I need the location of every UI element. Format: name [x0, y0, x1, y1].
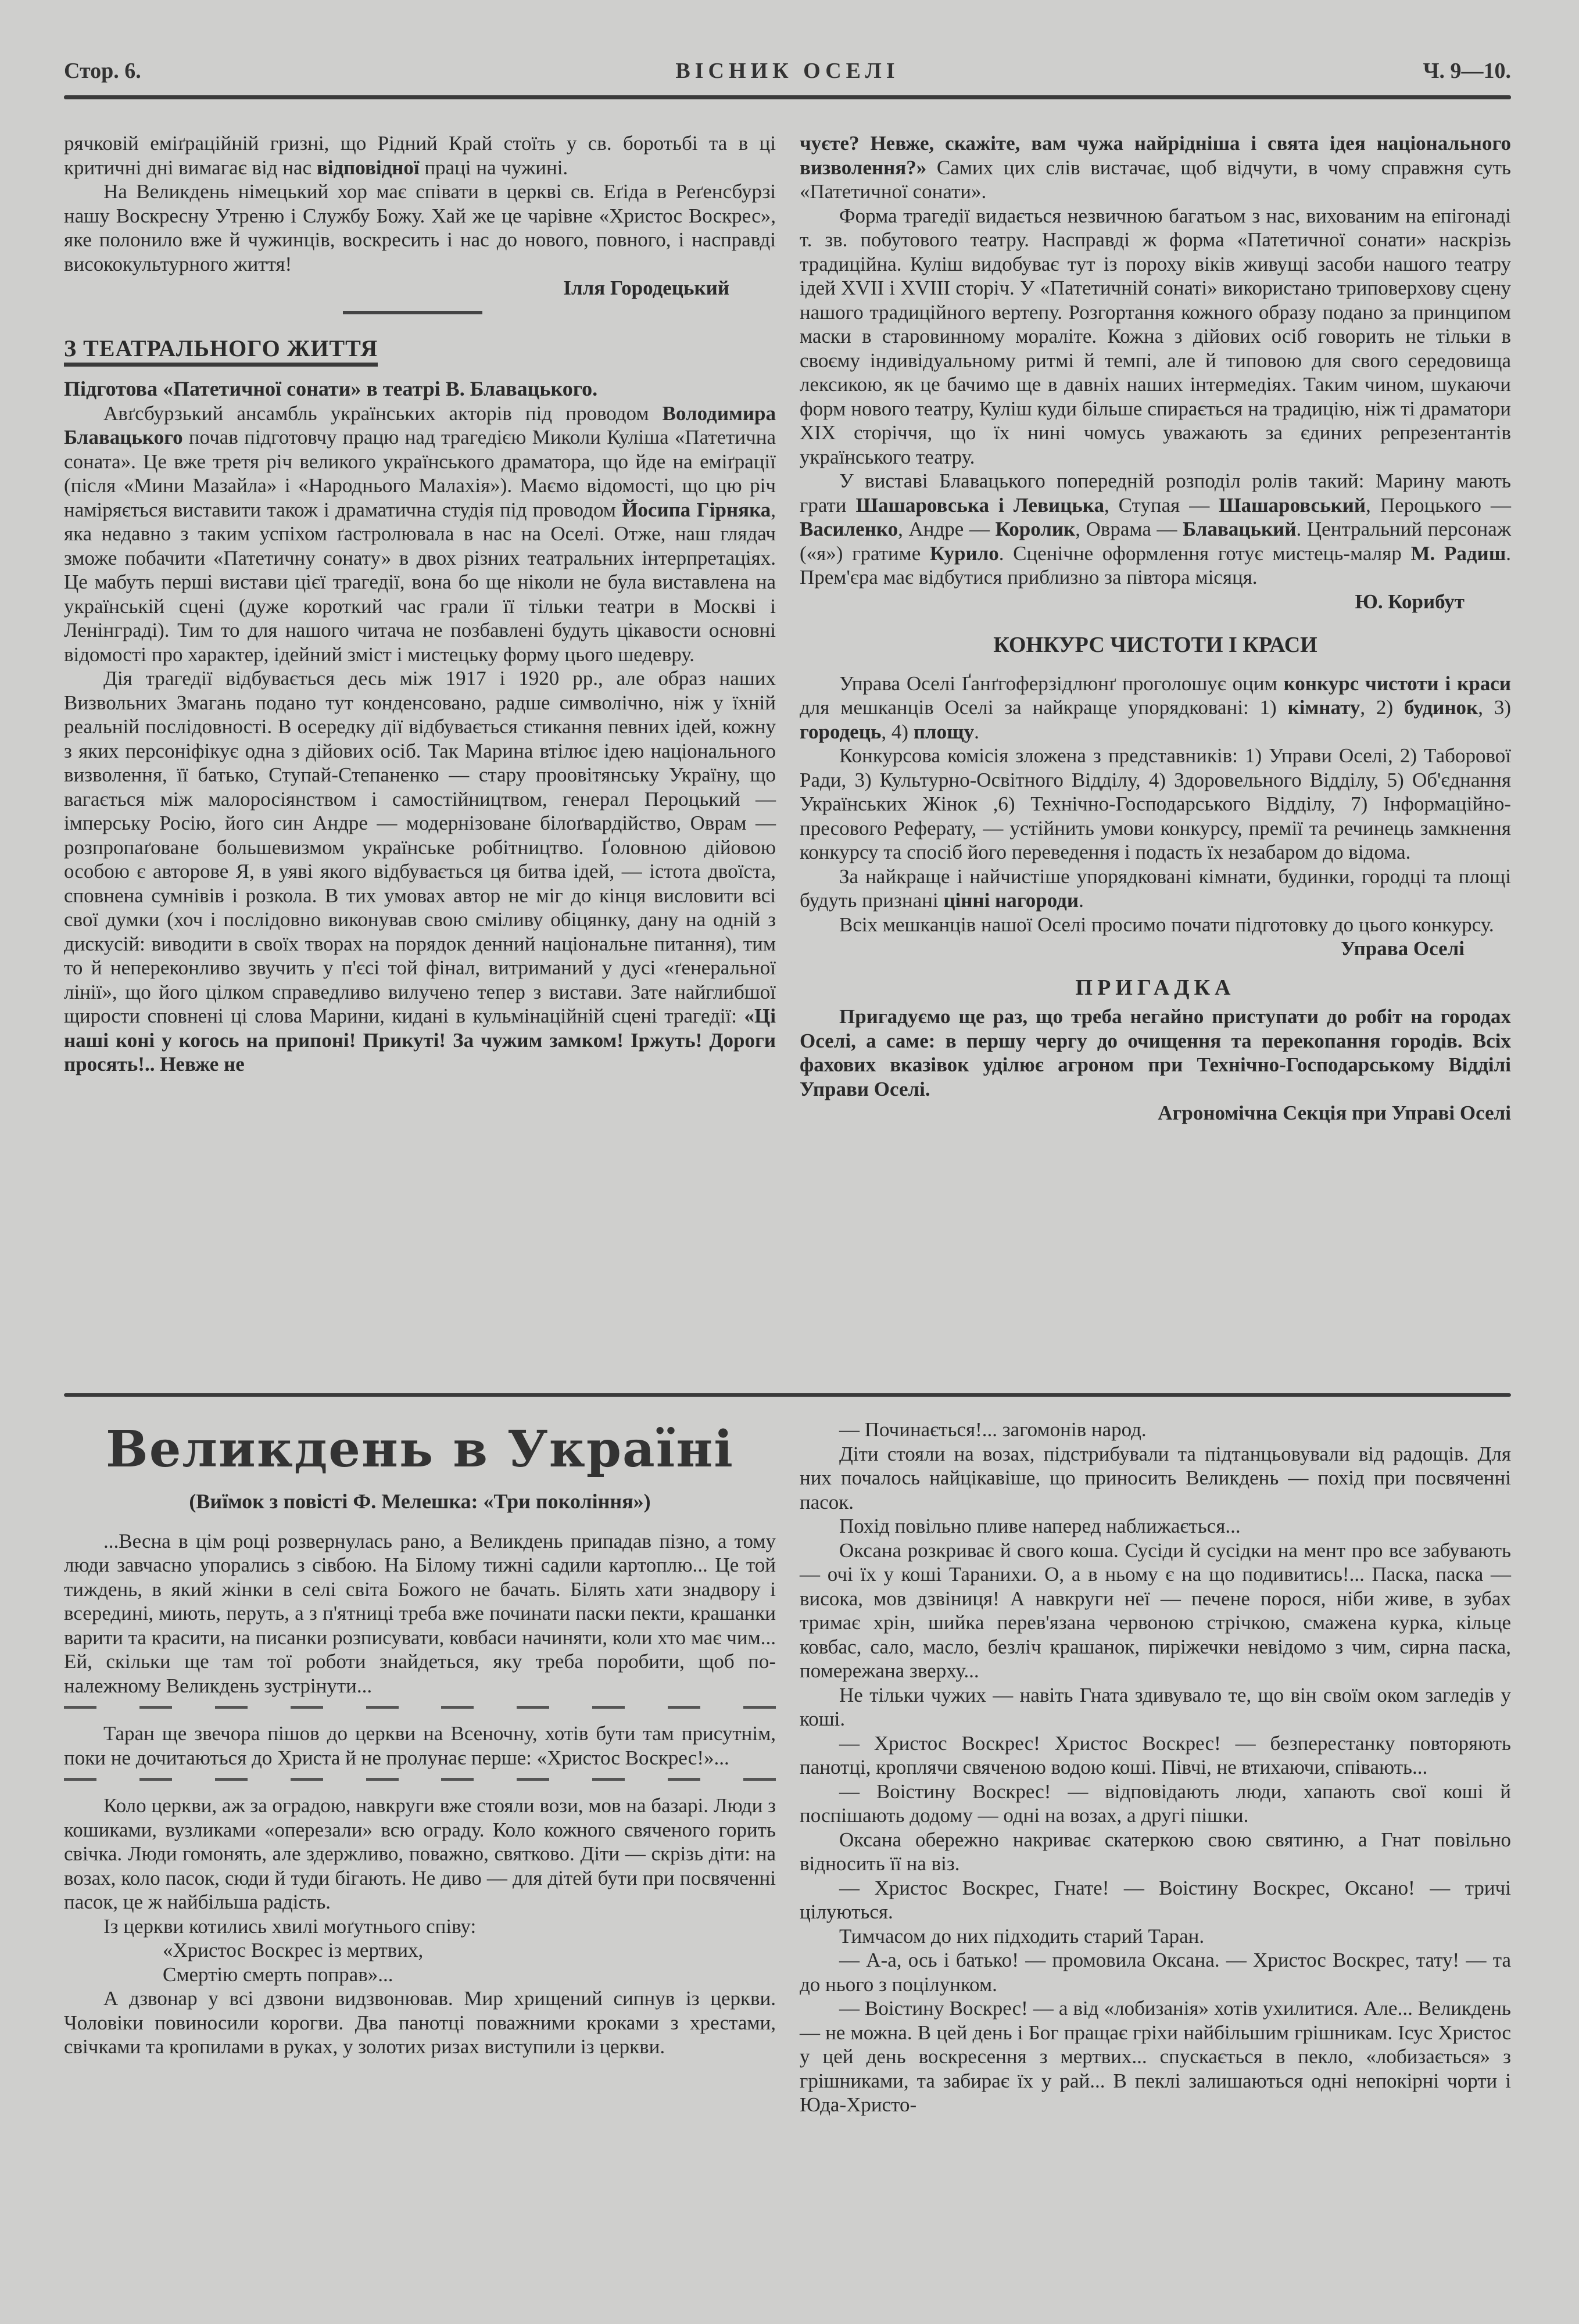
paragraph: Таран ще звечора пішов до церкви на Всеночну, хотів бути там присутнім, поки не дочитаються до Христа й не пролунає перше: «Христос Воскрес!»...: [64, 1722, 776, 1769]
paragraph: Дія трагедії відбувається десь між 1917 і 1920 рр., але образ наших Визвольних Змагань подано тут конденсовано, радше символічно, ніж у їхній реальній послідовності. В осередку дії відбувається стикання певних ідей, кожну з яких персоніфікує одна з дійових осіб. Так Марина втілює ідею національного визволення, її батько, Ступай-Степаненко — стару проовітянську Україну, що вагається між малоросіянством і самостійництвом, генерал Пероцький — імперську Росію, його син Андре — модернізоване білоґвардійство, Оврам — розпропаґоване большевизмом українське робітництво. Ґоловною дійовою особою є авторове Я, в уяві якого відбувається ця битва ідей, — істота двоїста, сповнена сумнівів і розкола. В тих умовах автор не міг до кінця висловити всі свої думки (хоч і послідовно виконував свою сміливу обіцянку, дану на одній з дискусій: виводити в своїх творах на порядок денний національне питання), тим то й непереконливо звучить у п'єсі той фінал, витриманий у дусі «ґенеральної лінії», що його цілком справедливо вилучено тепер з вистави. Зате найглибшої щирости сповнені ці слова Марини, кидані в кульмінаційній сцені трагедії: «Ці наші коні у когось на припоні! Прикуті! За чужим замком! Іржуть! Дороги просять!.. Невже не: [64, 667, 776, 1075]
paragraph: Тимчасом до них підходить старий Таран.: [839, 1924, 1205, 1948]
paragraph: Не тільки чужих — навіть Гната здивувало те, що він своїм оком загледів у коші.: [800, 1683, 1511, 1730]
reminder-text: Пригадуємо ще раз, що треба негайно приступати до робіт на городах Оселі, а саме: в першу чергу до очищення та перекопання городів. Всіх фахових вказівок уділює агроном при Технічно-Господарському Відділі Управи Оселі.: [800, 1005, 1511, 1100]
column-left-bottom: [64, 1406, 776, 2059]
contest-heading: КОНКУРС ЧИСТОТИ І КРАСИ: [993, 633, 1317, 657]
paragraph: — Воістину Воскрес! — відповідають люди, хапають свої коші й поспішають додому — одні на возах, а другі пішки.: [800, 1780, 1511, 1827]
paragraph: рячковій еміґраційній гризні, що Рідний Край стоїть у св. боротьбі та в ці критичні дні вимагає від нас відповідної праці на чужині.: [64, 132, 776, 179]
paragraph: — А-а, ось і батько! — промовила Оксана. — Христос Воскрес, тату! — та до нього з поцілунком.: [800, 1949, 1511, 1996]
paragraph: Оксана обережно накриває скатеркою свою святиню, а Гнат повільно відносить її на віз.: [800, 1828, 1511, 1875]
story-title: Великдень в Україні: [106, 1420, 734, 1479]
masthead-rule: [64, 95, 1511, 99]
paragraph: Форма трагедії видається незвичною багатьом з нас, вихованим на епігонаді т. зв. побутового театру. Насправді ж форма «Патетичної сонати» наскрізь традиційна. Куліш видобуває тут із пороху віків живущі засоби нашого театру ідей XVII і XVIII сторіч. У «Патетичній сонаті» використано триповерхову сцену нашого традиційного вертепу. Розгортання кожного образу подано за принципом маски в старовинному мораліте. Кожна з дійових осіб говорить не тільки в своєму індивідуальному ритмі й темпі, але й типовою для свого середовища лексикою, як це бачимо ще в давніх наших інтермедіях. Таким чином, шукаючи форм нового театру, Куліш куди більше спирається на традицію, ніж ті драматори XIX сторіччя, що їх нині чомусь уважають за єдиних репрезентантів українського театру.: [800, 204, 1511, 468]
ornamental-divider: [343, 311, 482, 314]
section-divider-rule: [64, 1393, 1511, 1397]
paragraph: На Великдень німецький хор має співати в церкві св. Еґіда в Реґенсбурзі нашу Воскресну Утреню і Службу Божу. Хай же це чарівне «Христос Воскрес», яке полонило вже й чужинців, воскресить і нас до нового, повного, і насправді висококультурного життя!: [64, 180, 776, 275]
verse-line: Смертію смерть поправ»...: [163, 1963, 393, 1986]
dash-separator: [64, 1706, 776, 1709]
contest-signature: Управа Оселі: [1340, 937, 1465, 960]
paragraph: Всіх мешканців нашої Оселі просимо почати підготовку до цього конкурсу.: [839, 913, 1494, 936]
paragraph: За найкраще і найчистіше упорядковані кімнати, будинки, городці та площі будуть признані цінні нагороди.: [800, 865, 1511, 912]
paragraph: Із церкви котились хвилі моґутнього співу:: [103, 1914, 477, 1938]
verse-line: «Христос Воскрес із мертвих,: [163, 1939, 424, 1961]
story-subtitle: (Виїмок з повісті Ф. Мелешка: «Три покоління»): [189, 1490, 651, 1513]
paragraph: У виставі Блавацького попередній розподіл ролів такий: Марину мають грати Шашаровська і Левицька, Ступая — Шашаровський, Пероцького — Василенко, Андре — Королик, Оврама — Блавацький. Центральний персонаж («я») гратиме Курило. Сценічне оформлення готує мистець-маляр М. Радиш. Прем'єра має відбутися приблизно за півтора місяця.: [800, 469, 1511, 589]
paragraph: — Христос Воскрес, Гнате! — Воістину Воскрес, Оксано! — тричі цілуються.: [800, 1876, 1511, 1923]
issue-number: Ч. 9—10.: [1423, 59, 1511, 83]
column-left-top: [64, 131, 776, 1077]
reminder-heading: ПРИГАДКА: [1075, 975, 1236, 1000]
newspaper-page: [64, 0, 1511, 2324]
column-right-bottom: [800, 1418, 1511, 2117]
paragraph: Авґсбурзький ансамбль українських акторів під проводом Володимира Блавацького почав підготовчу працю над трагедією Миколи Куліша «Патетична соната». Це вже третя річ великого українського драматора, що йде на еміґрації (після «Мини Мазайла» і «Народнього Малахія»). Маємо відомості, що цю річ наміряється виставити також і драматична студія під проводом Йосипа Гірняка, яка недавно з таким успіхом ґастролювала в нас на Оселі. Отже, наш глядач зможе побачити «Патетичну сонату» в двох різних театральних інтерпретаціях. Це мабуть перші вистави цієї трагедії, вона бо ще ніколи не була виставлена на українській сцені (дуже короткий час грали її тільки театри в Москві і Ленінграді). Тим то для нашого читача не позбавлені будуть цікавости основні відомості про характер, ідейний зміст і мистецьку форму цього шедевру.: [64, 401, 776, 666]
paragraph: А дзвонар у всі дзвони видзвонював. Мир хрищений сипнув із церкви. Чоловіки повиносили корогви. Два панотці поважними кроками з хрестами, свічками та кропилами в руках, у золотих ризах виступили із церкви.: [64, 1987, 776, 2058]
paragraph: Управа Оселі Ґанґгоферзідлюнґ проголошує оцим конкурс чистоти і краси для мешканців Оселі за найкраще упорядковані: 1) кімнату, 2) будинок, 3) городець, 4) площу.: [800, 672, 1511, 743]
newspaper-title: ВІСНИК ОСЕЛІ: [675, 59, 900, 83]
paragraph: Оксана розкриває й свого коша. Сусіди й сусідки на мент про все забувають — очі їх у коші Таранихи. О, а в ньому є на що подивитись!... Паска, паска — висока, мов дзвіниця! А навкруги неї — печене порося, ніби живе, в зубах тримає хрін, шийка перев'язана червоною стрічкою, смажена курка, кільце ковбас, сало, масло, безліч крашанок, пиріжечки невідомо з чим, сирна паска, помережана зверху...: [800, 1538, 1511, 1682]
paragraph: Похід повільно пливе наперед наближається...: [839, 1515, 1241, 1537]
dash-separator: [64, 1778, 776, 1781]
paragraph: Конкурсова комісія зложена з представників: 1) Управи Оселі, 2) Таборової Ради, 3) Культурно-Освітного Відділу, 4) Здоровельного Відділу, 5) Об'єднання Українських Жінок ,6) Технічно-Господарського Відділу, 7) Інформаційно-пресового Реферату, — устійнить умови конкурсу, премії та речинець замкнення конкурсу та спосіб його переведення і подасть їх незабаром до відома.: [800, 744, 1511, 863]
section-heading: З ТЕАТРАЛЬНОГО ЖИТТЯ: [64, 336, 378, 367]
paragraph: ...Весна в цім році розвернулась рано, а Великдень припадав пізно, а тому люди завчасно упорались з сівбою. На Білому тижні садили картоплю... Це той тиждень, в який жінки в селі світа Божого не бачать. Білять хати знадвору і всередині, миють, перуть, а з п'ятниці треба вже починати паски пекти, крашанки варити та красити, на писанки розписувати, ковбаси начиняти, коли хто має чим... Ей, скільки ще там тої роботи знайдеться, яку треба поробити, щоб по-належному Великдень зустрінути...: [64, 1529, 776, 1697]
paragraph: — Воістину Воскрес! — а від «лобизанія» хотів ухилитися. Але... Великдень — не можна. В цей день і Бог пращає гріхи найбільшим грішникам. Ісус Христос у цей день воскресення з мертвих... спускається в пекло, «лобизається» з грішниками, та забирає їх у рай... В пеклі залишаються одні непокірні чорти і Юда-Христо-: [800, 1997, 1511, 2116]
paragraph: Коло церкви, аж за оградою, навкруги вже стояли вози, мов на базарі. Люди з кошиками, вузликами «оперезали» всю ограду. Коло кожного свяченого горить свічка. Люди гомонять, але здержливо, поважно, святково. Діти — скрізь діти: на возах, коло пасок, сюди й туди бігають. Не диво — для дітей бути при посвяченні пасок, це ж найбільша радість.: [64, 1794, 776, 1913]
author-signature: Ю. Корибут: [1355, 590, 1465, 613]
page-number: Стор. 6.: [64, 59, 141, 83]
column-right-top: [800, 131, 1511, 1125]
masthead: [64, 58, 1511, 93]
paragraph: Діти стояли на возах, підстрибували та підтанцьовували від радощів. Для них почалось найцікавіше, що приносить Великдень — похід при посвяченні пасок.: [800, 1442, 1511, 1514]
author-signature: Ілля Городецький: [563, 277, 729, 299]
article-heading: Підготова «Патетичної сонати» в театрі В. Блавацького.: [64, 377, 598, 400]
reminder-signature: Агрономічна Секція при Управі Оселі: [1158, 1102, 1511, 1124]
paragraph: чуєте? Невже, скажіте, вам чужа найрідніша і свята ідея національного визволення?» Самих цих слів вистачає, щоб відчути, в чому справжня суть «Патетичної сонати».: [800, 132, 1511, 203]
paragraph: — Христос Воскрес! Христос Воскрес! — безперестанку повторяють панотці, кроплячи свяченою водою коші. Півчі, не втихаючи, співають...: [800, 1731, 1511, 1778]
paragraph: — Починається!... загомонів народ.: [839, 1418, 1147, 1441]
